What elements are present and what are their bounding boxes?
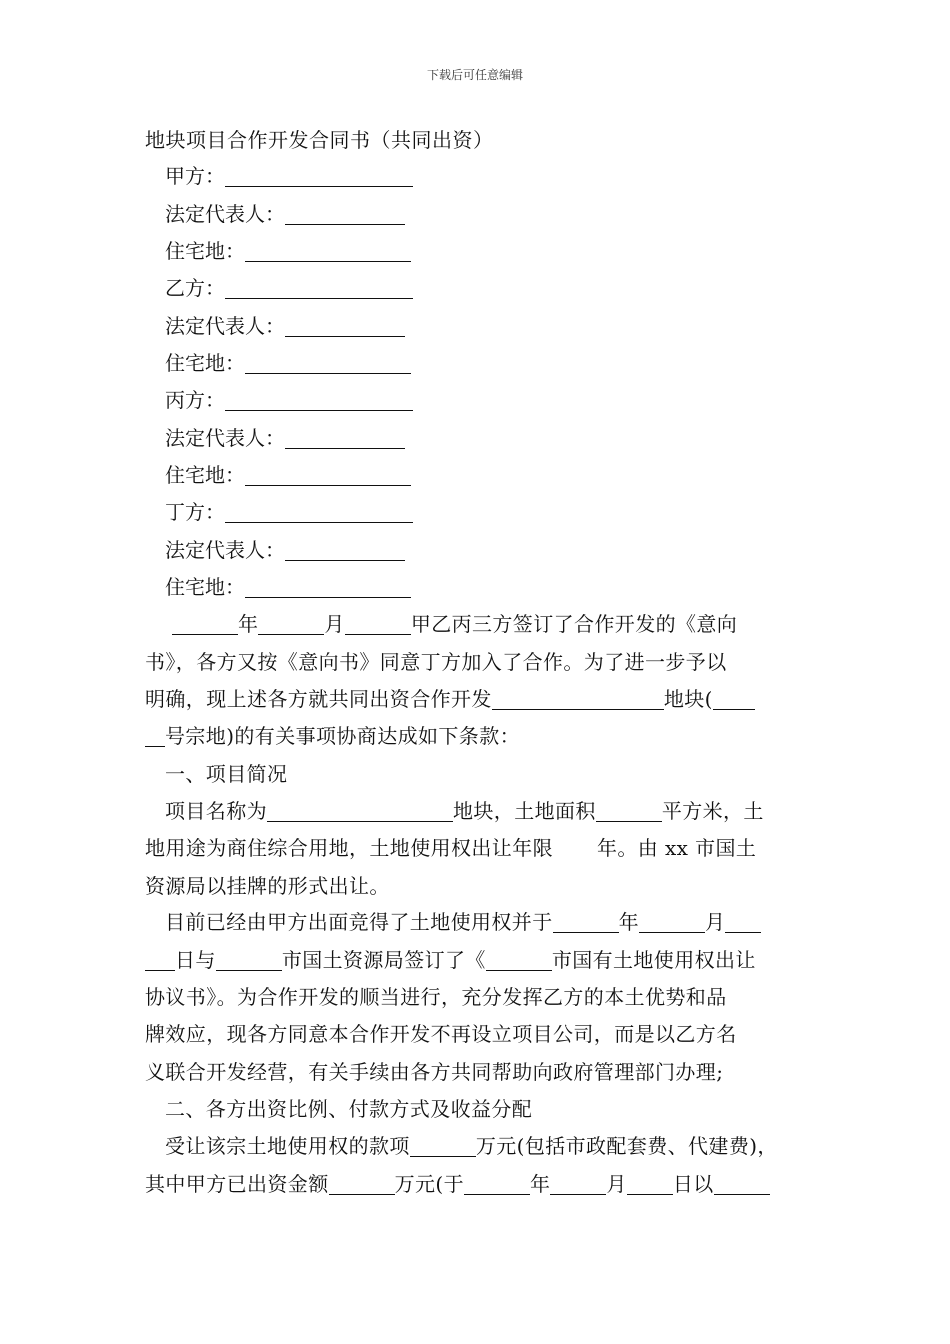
text-run: 地用途为商住综合用地，土地使用权出让年限 [145,836,553,860]
party-label: 丙方： [165,388,225,412]
fill-blank [245,239,411,262]
fill-blank [492,687,664,710]
text-run: 地块，土地面积 [453,799,596,823]
fill-blank [267,799,453,822]
fill-blank [145,724,165,747]
party-b-line [165,272,413,301]
text-run: 甲乙丙三方签订了合作开发的《意向 [410,612,738,636]
party-label: 住宅地： [165,463,245,487]
text-run: 月 [705,910,726,934]
party-label: 法定代表人： [165,202,285,226]
text-run: 万元(包括市政配套费、代建费)， [475,1134,778,1158]
text-run: 月 [606,1172,627,1196]
party-label: 住宅地： [165,239,245,263]
paragraph-line [145,1168,770,1197]
fill-blank [225,164,413,187]
party-c-rep-line [165,422,405,451]
paragraph-line [145,720,520,749]
text-run: 年 [530,1172,551,1196]
text-run: 月 [324,612,345,636]
party-d-rep-line [165,534,405,563]
fill-blank [345,612,411,635]
party-label: 法定代表人： [165,426,285,450]
fill-blank [225,500,413,523]
party-label: 甲方： [165,164,225,188]
text-run: 目前已经由甲方出面竞得了土地使用权并于 [165,910,553,934]
fill-blank [285,202,405,225]
text-run: 万元(于 [394,1172,465,1196]
paragraph-line: 资源局以挂牌的形式出让。 [145,874,390,898]
party-c-line [165,384,413,413]
fill-blank [550,1172,606,1195]
text-run: 号宗地)的有关事项协商达成如下条款： [165,724,521,748]
paragraph-line [165,795,764,824]
text-run: 年 [238,612,259,636]
fill-blank [596,799,662,822]
fill-blank [258,612,324,635]
text-run: 其中甲方已出资金额 [145,1172,329,1196]
fill-blank [714,1172,770,1195]
paragraph-line [165,1130,778,1159]
fill-blank [145,948,175,971]
paragraph-line [145,832,756,861]
text-run: 日以 [672,1172,714,1196]
text-run: 年 [618,910,640,934]
fill-blank [245,575,411,598]
paragraph-line: 义联合开发经营，有关手续由各方共同帮助向政府管理部门办理; [145,1060,724,1084]
text-run: 项目名称为 [165,799,267,823]
paragraph-line [145,683,755,712]
text-run: 平方米，土 [661,799,764,823]
fill-blank [245,463,411,486]
fill-blank [225,276,413,299]
fill-blank [329,1172,395,1195]
fill-blank [486,948,552,971]
paragraph-line: 协议书》。为合作开发的顺当进行，充分发挥乙方的本土优势和品 [145,985,727,1009]
fill-blank [639,910,705,933]
document-title: 地块项目合作开发合同书（共同出资） [145,128,494,152]
page-header: 下载后可任意编辑 [426,68,523,82]
text-run: 市国土资源局签订了《 [281,948,486,972]
party-label: 法定代表人： [165,538,285,562]
text-run: 受让该宗土地使用权的款项 [165,1134,410,1158]
fill-blank [285,426,405,449]
party-d-address-line [165,571,411,600]
party-label: 住宅地： [165,575,245,599]
text-run: 地块( [663,687,713,711]
paragraph-line [145,944,756,973]
fill-blank [225,388,413,411]
paragraph-line: 牌效应，现各方同意本合作开发不再设立项目公司，而是以乙方名 [145,1022,737,1046]
text-run: 年。由 xx 市国土 [597,836,757,860]
text-run: 日与 [175,948,216,972]
paragraph-line [172,608,737,637]
fill-blank [410,1134,476,1157]
party-d-line [165,496,413,525]
text-run: 明确，现上述各方就共同出资合作开发 [145,687,492,711]
text-run: 市国有土地使用权出让 [551,948,756,972]
party-a-line [165,160,413,189]
fill-blank [216,948,282,971]
party-b-address-line [165,347,411,376]
paragraph-line: 书》，各方又按《意向书》同意丁方加入了合作。为了进一步予以 [145,650,727,674]
party-label: 乙方： [165,276,225,300]
fill-blank [725,910,761,933]
party-label: 法定代表人： [165,314,285,338]
section-heading-2: 二、各方出资比例、付款方式及收益分配 [165,1097,533,1121]
fill-blank [464,1172,530,1195]
party-c-address-line [165,459,411,488]
fill-blank [713,687,755,710]
party-label: 住宅地： [165,351,245,375]
party-a-address-line [165,235,411,264]
fill-blank [553,910,619,933]
section-heading-1: 一、项目简况 [165,762,288,786]
fill-blank [285,538,405,561]
party-label: 丁方： [165,500,225,524]
party-b-rep-line [165,310,405,339]
fill-blank [172,612,238,635]
party-a-rep-line [165,198,405,227]
fill-blank [245,351,411,374]
fill-blank [627,1172,673,1195]
fill-blank [285,314,405,337]
paragraph-line [165,906,761,935]
